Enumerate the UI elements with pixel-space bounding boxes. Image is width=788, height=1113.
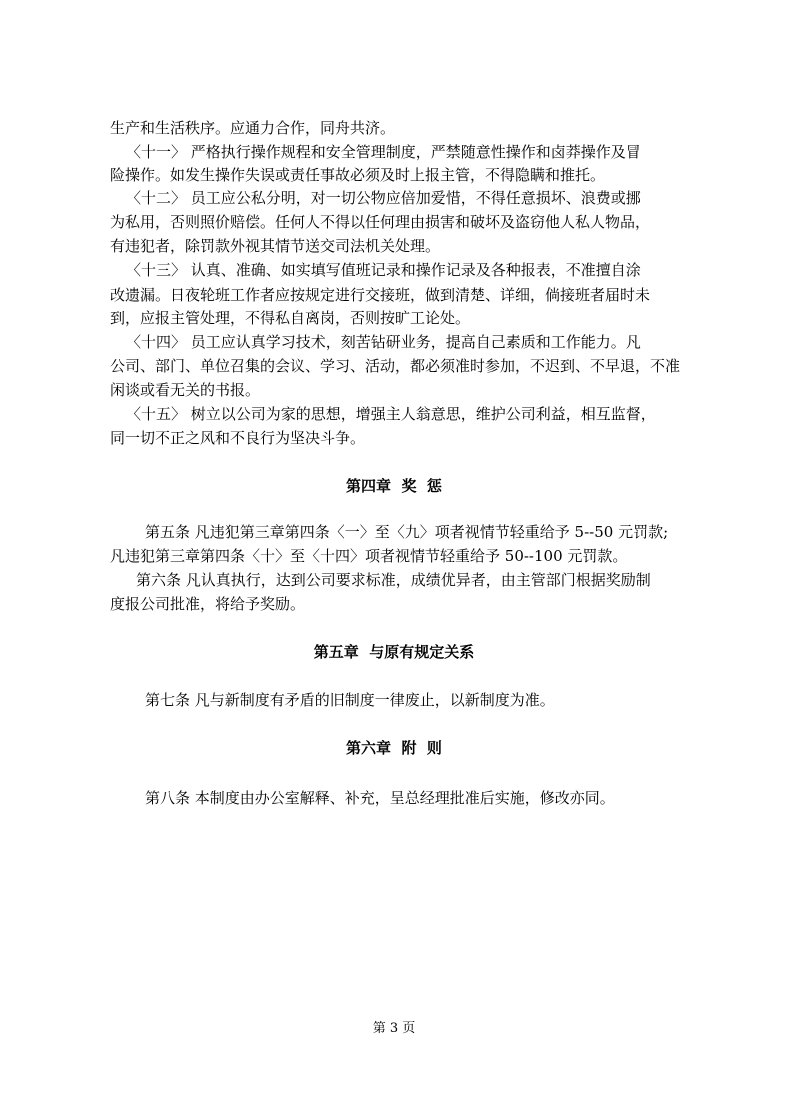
body-line: 公司、部门、单位召集的会议、学习、活动，都必须准时参加，不迟到、不早退，不准: [110, 357, 681, 375]
chapter-heading: 第五章 与原有规定关系: [313, 643, 475, 661]
body-line: 〈十五〉 树立以公司为家的思想，增强主人翁意思，维护公司利益，相互监督，: [126, 405, 656, 423]
body-line: 同一切不正之风和不良行为坚决斗争。: [110, 429, 366, 447]
body-line: 〈十二〉 员工应公私分明，对一切公物应倍加爱惜，不得任意损坏、浪费或挪: [126, 189, 641, 207]
body-line: 闲谈或看无关的书报。: [110, 381, 261, 399]
article-line: 第五条 凡违犯第三章第四条〈一〉至〈九〉项者视情节轻重给予 5--50 元罚款;: [145, 523, 669, 541]
page-number: 第 3 页: [372, 1021, 416, 1036]
body-line: 改遗漏。日夜轮班工作者应按规定进行交接班，做到清楚、详细，倘接班者届时未: [110, 286, 651, 304]
chapter-heading: 第四章 奖 惩: [346, 477, 442, 495]
body-line: 〈十一〉 严格执行操作规程和安全管理制度，严禁随意性操作和卤莽操作及冒: [126, 143, 641, 161]
body-line: 险操作。如发生操作失误或责任事故必须及时上报主管，不得隐瞒和推托。: [110, 166, 606, 184]
article-line: 度报公司批准，将给予奖励。: [110, 595, 306, 613]
article-line: 第八条 本制度由办公室解释、补充，呈总经理批准后实施，修改亦同。: [145, 789, 615, 807]
body-line: 〈十四〉 员工应认真学习技术，刻苦钻研业务，提高自己素质和工作能力。凡: [126, 333, 641, 351]
body-line: 〈十三〉 认真、准确、如实填写值班记录和操作记录及各种报表，不准擅自涂: [126, 261, 641, 279]
chapter-heading: 第六章 附 则: [346, 739, 442, 757]
article-line: 第七条 凡与新制度有矛盾的旧制度一律废止，以新制度为准。: [145, 691, 555, 709]
article-line: 第六条 凡认真执行，达到公司要求标准，成绩优异者，由主管部门根据奖励制: [136, 571, 651, 589]
body-line: 生产和生活秩序。应通力合作，同舟共济。: [110, 119, 396, 137]
article-line: 凡违犯第三章第四条〈十〉至〈十四〉项者视情节轻重给予 50--100 元罚款。: [110, 547, 628, 565]
body-line: 为私用，否则照价赔偿。任何人不得以任何理由损害和破坏及盗窃他人私人物品，: [110, 213, 651, 231]
body-line: 有违犯者，除罚款外视其情节送交司法机关处理。: [110, 237, 441, 255]
body-line: 到，应报主管处理，不得私自离岗，否则按旷工论处。: [110, 309, 471, 327]
